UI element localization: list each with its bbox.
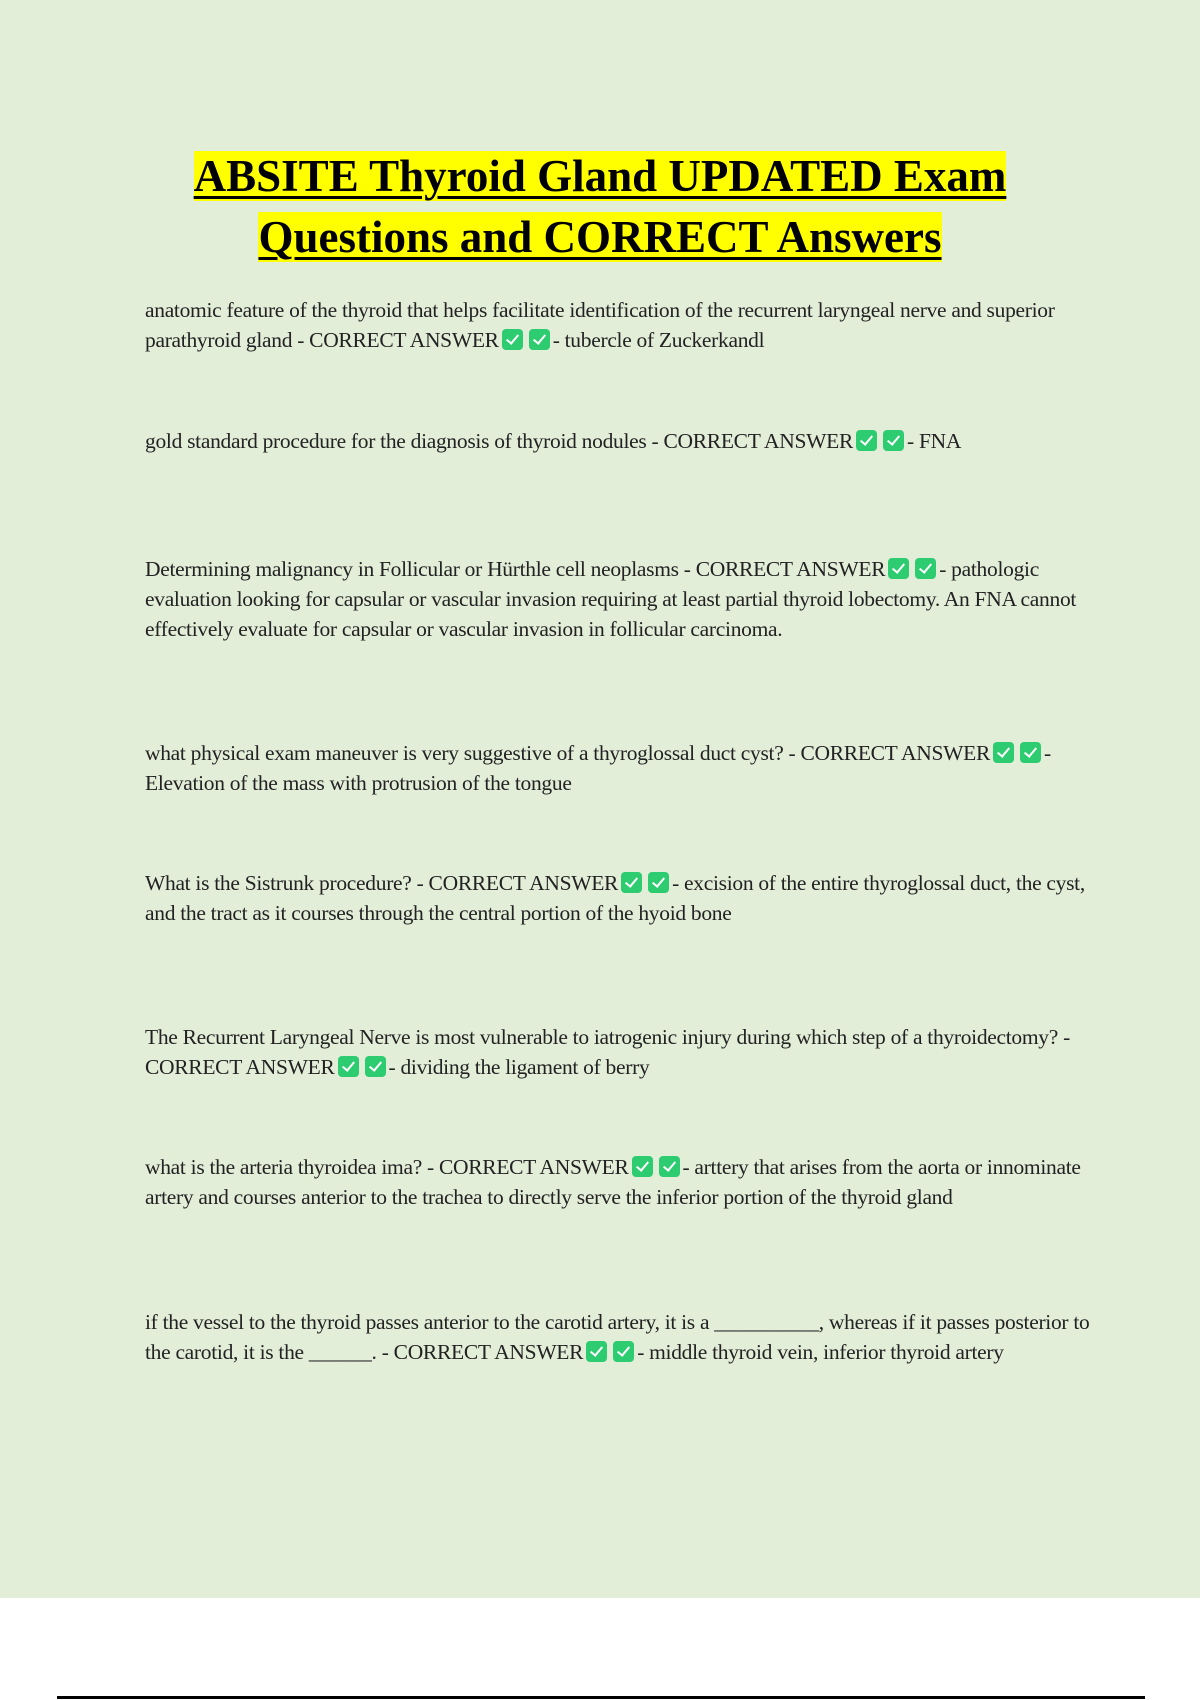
question-text: gold standard procedure for the diagnosis of thyroid nodules [145,429,647,453]
qa-item [145,868,1095,928]
check-mark-icon [648,872,669,893]
check-mark-icon [856,430,877,451]
answer-text: - dividing the ligament of berry [388,1055,650,1079]
correct-answer-label: - CORRECT ANSWER [427,1155,629,1179]
footer-rule [57,1696,1145,1699]
question-text: what is the arteria thyroidea ima? [145,1155,422,1179]
document-title: ABSITE Thyroid Gland UPDATED Exam Questions and CORRECT Answers [193,151,1007,262]
question-text: what physical exam maneuver is very suggestive of a thyroglossal duct cyst? [145,741,784,765]
qa-item [145,1022,1095,1082]
correct-answer-label: - CORRECT ANSWER [416,871,619,895]
question-text: anatomic feature of the thyroid that helps facilitate identification of the recurrent laryngeal nerve and superior parathyroid gland [145,298,1055,352]
answer-text: - pathologic evaluation looking for capsular or vascular invasion requiring at least partial thyroid lobectomy. An FNA cannot effectively evaluate for capsular or vascular invasion in follicular carcinoma. [145,557,1077,641]
check-mark-icon [502,329,523,350]
answer-text: - arttery that arises from the aorta or innominate artery and courses anterior to the trachea to directly serve the inferior portion of the thyroid gland [145,1155,1081,1209]
check-mark-icon [613,1341,634,1362]
check-mark-icon [529,329,550,350]
qa-item [145,1307,1095,1367]
qa-item [145,1152,1095,1212]
check-mark-icon [888,558,909,579]
qa-item [145,295,1095,355]
qa-item [145,738,1095,798]
check-mark-icon [365,1056,386,1077]
correct-answer-label: - CORRECT ANSWER [145,1025,1070,1079]
question-text: What is the Sistrunk procedure? [145,871,412,895]
check-mark-icon [993,742,1014,763]
qa-item [145,426,1095,456]
answer-text: - Elevation of the mass with protrusion of the tongue [145,741,1051,795]
answer-text: - FNA [907,429,962,453]
check-mark-icon [659,1156,680,1177]
qa-item [145,554,1095,644]
check-mark-icon [915,558,936,579]
check-mark-icon [621,872,642,893]
check-mark-icon [632,1156,653,1177]
check-mark-icon [338,1056,359,1077]
answer-text: - tubercle of Zuckerkandl [552,328,765,352]
answer-text: - middle thyroid vein, inferior thyroid artery [637,1340,1004,1364]
correct-answer-label: - CORRECT ANSWER [683,557,886,581]
check-mark-icon [586,1341,607,1362]
answer-text: - excision of the entire thyroglossal duct, the cyst, and the tract as it courses through the central portion of the hyoid bone [145,871,1085,925]
check-mark-icon [1020,742,1041,763]
question-text: The Recurrent Laryngeal Nerve is most vulnerable to iatrogenic injury during which step of a thyroidectomy? [145,1025,1058,1049]
question-text: if the vessel to the thyroid passes anterior to the carotid artery, it is a __________, whereas if it passes posterior to the carotid, it is the ______. [145,1310,1090,1364]
correct-answer-label: - CORRECT ANSWER [297,328,499,352]
correct-answer-label: - CORRECT ANSWER [651,429,854,453]
question-text: Determining malignancy in Follicular or Hürthle cell neoplasms [145,557,679,581]
check-mark-icon [883,430,904,451]
correct-answer-label: - CORRECT ANSWER [788,741,990,765]
correct-answer-label: - CORRECT ANSWER [381,1340,584,1364]
